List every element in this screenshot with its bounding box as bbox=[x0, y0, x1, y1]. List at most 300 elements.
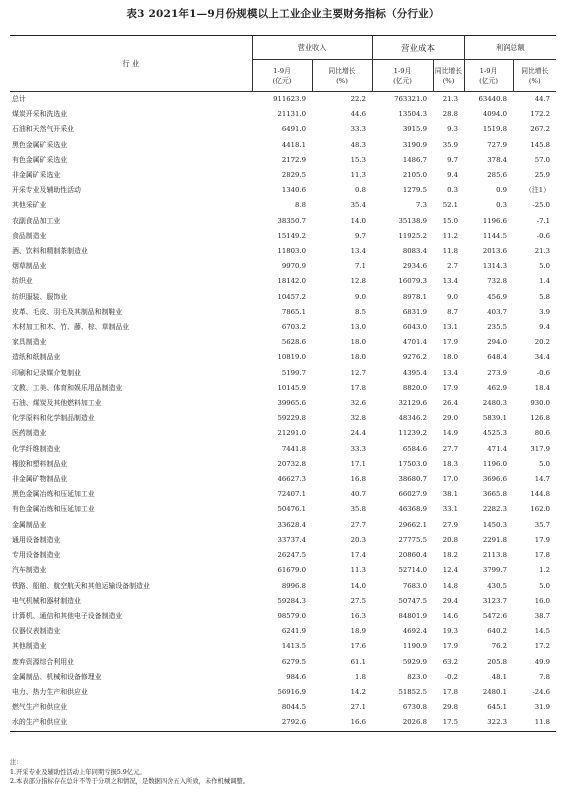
cost-value-cell: 35138.9 bbox=[398, 216, 428, 225]
profit-growth-cell: 3.9 bbox=[539, 307, 551, 316]
table-row bbox=[10, 472, 556, 487]
revenue-growth-cell: 27.1 bbox=[350, 703, 367, 712]
revenue-growth-cell: 33.3 bbox=[350, 125, 367, 134]
profit-growth-cell: 35.7 bbox=[534, 520, 551, 529]
profit-growth-cell: -25.0 bbox=[532, 201, 551, 210]
industry-name-cell: 纺织业 bbox=[12, 277, 33, 286]
industry-name-cell: 石油和天然气开采业 bbox=[12, 125, 75, 134]
industry-name-cell: 通用设备制造业 bbox=[12, 535, 61, 544]
revenue-growth-cell: 13.4 bbox=[350, 247, 367, 256]
table-row bbox=[10, 594, 556, 609]
industry-name-cell: 金属制品、机械和设备修理业 bbox=[12, 672, 102, 681]
revenue-value-cell: 46627.3 bbox=[277, 475, 306, 484]
revenue-value-cell: 984.6 bbox=[286, 672, 306, 681]
table-row bbox=[10, 183, 556, 198]
revenue-value-cell: 10145.9 bbox=[277, 383, 306, 392]
profit-growth-cell: 16.0 bbox=[534, 596, 551, 605]
revenue-growth-cell: 17.1 bbox=[350, 459, 367, 468]
industry-name-cell: 文教、工美、体育和娱乐用品制造业 bbox=[12, 383, 123, 392]
revenue-value-cell: 6703.2 bbox=[281, 323, 306, 332]
cost-value-cell: 4692.4 bbox=[402, 627, 428, 636]
profit-value-cell: 285.6 bbox=[487, 171, 508, 180]
profit-growth-cell: 1.2 bbox=[539, 566, 551, 575]
cost-value-cell: 5929.9 bbox=[402, 657, 428, 666]
cost-value-cell: 17503.0 bbox=[398, 459, 428, 468]
revenue-value-cell: 7441.8 bbox=[281, 444, 306, 453]
industry-name-cell: 石油、煤炭及其他燃料加工业 bbox=[12, 399, 102, 408]
profit-value-cell: 3799.7 bbox=[482, 566, 508, 575]
revenue-value-cell: 2792.6 bbox=[252, 715, 312, 731]
industry-name-cell: 开采专业及辅助性活动 bbox=[12, 186, 81, 195]
profit-value-cell: 1196.6 bbox=[482, 216, 508, 225]
cost-growth-cell: 38.1 bbox=[442, 490, 459, 499]
profit-header: 利润总额 bbox=[464, 36, 556, 60]
cost-growth-header: 同比增长 (%) bbox=[433, 60, 464, 92]
cost-growth-cell: 2.7 bbox=[447, 262, 459, 271]
profit-growth-cell: 80.6 bbox=[534, 429, 551, 438]
table-row bbox=[10, 259, 556, 274]
revenue-value-cell: 50476.1 bbox=[277, 505, 306, 514]
profit-value-cell: 2480.3 bbox=[482, 399, 508, 408]
revenue-value-cell: 6279.5 bbox=[281, 657, 306, 666]
cost-value-cell: 4395.4 bbox=[402, 368, 428, 377]
profit-growth-cell: 144.8 bbox=[530, 490, 551, 499]
profit-value-cell: 235.5 bbox=[487, 323, 508, 332]
cost-growth-cell: 18.0 bbox=[442, 353, 459, 362]
revenue-growth-cell: 11.3 bbox=[350, 566, 367, 575]
revenue-growth-cell: 18.9 bbox=[350, 627, 367, 636]
table-row bbox=[10, 198, 556, 213]
profit-growth-cell: -0.6 bbox=[536, 231, 551, 240]
table-row bbox=[10, 411, 556, 426]
industry-name-cell: 皮革、毛皮、羽毛及其制品和制鞋业 bbox=[12, 307, 123, 316]
revenue-value-cell: 38350.7 bbox=[277, 216, 306, 225]
table-row bbox=[10, 229, 556, 244]
revenue-growth-cell: 18.0 bbox=[350, 338, 367, 347]
industry-name-cell: 印刷和记录媒介复制业 bbox=[12, 368, 81, 377]
table-row bbox=[10, 305, 556, 320]
industry-name-cell: 食品制造业 bbox=[12, 231, 47, 240]
industry-name-cell: 计算机、通信和其他电子设备制造业 bbox=[12, 611, 123, 620]
profit-value-cell: 378.4 bbox=[487, 155, 508, 164]
profit-growth-cell: 34.4 bbox=[534, 353, 551, 362]
table-row bbox=[10, 700, 556, 715]
table-row bbox=[10, 107, 556, 122]
industry-name-cell: 汽车制造业 bbox=[12, 566, 47, 575]
cost-growth-cell: 13.1 bbox=[442, 323, 459, 332]
cost-value-cell: 823.0 bbox=[407, 672, 428, 681]
cost-growth-cell: 14.8 bbox=[442, 581, 459, 590]
industry-name-cell: 仪器仪表制造业 bbox=[12, 627, 61, 636]
cost-value-cell: 16079.3 bbox=[398, 277, 428, 286]
revenue-value-cell: 59229.8 bbox=[277, 414, 306, 423]
cost-growth-cell: 13.4 bbox=[442, 368, 459, 377]
revenue-growth-cell: 16.8 bbox=[350, 475, 367, 484]
profit-value-cell: 462.9 bbox=[487, 383, 508, 392]
industry-name-cell: 电气机械和器材制造业 bbox=[12, 596, 81, 605]
cost-value-cell: 48346.2 bbox=[398, 414, 428, 423]
cost-growth-cell: 13.4 bbox=[442, 277, 459, 286]
revenue-value-cell: 18142.0 bbox=[277, 277, 306, 286]
industry-name-cell: 电力、热力生产和供应业 bbox=[12, 687, 88, 696]
profit-growth-cell: 1.4 bbox=[539, 277, 551, 286]
revenue-value-cell: 20732.8 bbox=[277, 459, 306, 468]
profit-growth-cell: 317.9 bbox=[530, 444, 551, 453]
cost-value-cell: 1486.7 bbox=[402, 155, 428, 164]
table-row bbox=[10, 366, 556, 381]
cost-growth-cell: 21.3 bbox=[442, 95, 459, 103]
profit-growth-cell: （注1） bbox=[524, 186, 551, 195]
profit-value-cell: 4094.0 bbox=[482, 110, 508, 119]
cost-value-cell: 3190.9 bbox=[402, 140, 428, 149]
cost-value-cell: 50747.5 bbox=[398, 596, 428, 605]
table-row bbox=[10, 518, 556, 533]
cost-value-cell: 27775.5 bbox=[398, 535, 428, 544]
industry-name-cell: 其他采矿业 bbox=[12, 201, 47, 210]
revenue-growth-cell: 17.8 bbox=[350, 383, 367, 392]
cost-growth-cell: 17.9 bbox=[442, 338, 459, 347]
cost-value-cell: 29662.1 bbox=[398, 520, 428, 529]
profit-growth-cell: -0.6 bbox=[536, 368, 551, 377]
profit-growth-header: 同比增长 (%) bbox=[513, 60, 556, 92]
profit-value-cell: 471.4 bbox=[487, 444, 508, 453]
revenue-value-cell: 911623.9 bbox=[273, 95, 306, 103]
cost-growth-cell: 14.6 bbox=[442, 611, 459, 620]
cost-growth-cell: 52.1 bbox=[442, 201, 459, 210]
cost-value-cell: 4701.4 bbox=[402, 338, 428, 347]
industry-name-cell: 造纸和纸制品业 bbox=[12, 353, 61, 362]
industry-header: 行 业 bbox=[10, 36, 252, 92]
cost-growth-cell: 27.7 bbox=[442, 444, 459, 453]
profit-value-cell: 403.7 bbox=[487, 307, 508, 316]
profit-value-cell: 1144.5 bbox=[482, 231, 508, 240]
revenue-value-cell: 59284.3 bbox=[277, 596, 306, 605]
table-row bbox=[10, 153, 556, 168]
table-row bbox=[10, 639, 556, 654]
profit-value-cell: 3665.8 bbox=[482, 490, 508, 499]
cost-value-cell: 7683.0 bbox=[402, 581, 428, 590]
revenue-growth-cell: 35.4 bbox=[350, 201, 367, 210]
revenue-value-cell: 8.8 bbox=[295, 201, 306, 210]
revenue-value-cell: 11803.0 bbox=[277, 247, 306, 256]
revenue-value-cell: 10819.0 bbox=[277, 353, 306, 362]
profit-value-cell: 645.1 bbox=[487, 703, 508, 712]
industry-name-cell: 总计 bbox=[12, 95, 26, 103]
industry-name-cell: 木材加工和木、竹、藤、棕、草制品业 bbox=[12, 323, 130, 332]
table-row bbox=[10, 244, 556, 259]
cost-growth-cell: 8.7 bbox=[447, 307, 459, 316]
revenue-growth-cell: 16.3 bbox=[350, 611, 367, 620]
industry-name-cell: 非金属矿物制品业 bbox=[12, 475, 68, 484]
profit-growth-cell: 9.4 bbox=[539, 323, 551, 332]
industry-name-cell: 非金属矿采选业 bbox=[12, 171, 61, 180]
industry-name-cell: 橡胶和塑料制品业 bbox=[12, 459, 68, 468]
revenue-value-cell: 2172.9 bbox=[281, 155, 306, 164]
cost-growth-cell: 12.4 bbox=[442, 566, 459, 575]
profit-growth-cell: 14.7 bbox=[534, 475, 551, 484]
profit-value-cell: 0.3 bbox=[496, 201, 508, 210]
cost-value-header: 1-9月 (亿元) bbox=[372, 60, 433, 92]
cost-growth-cell: 29.0 bbox=[442, 414, 459, 423]
profit-value-cell: 2282.3 bbox=[482, 505, 508, 514]
cost-growth-cell: 63.2 bbox=[442, 657, 459, 666]
cost-value-cell: 46368.9 bbox=[398, 505, 428, 514]
industry-name-cell: 化学纤维制造业 bbox=[12, 444, 61, 453]
cost-growth-cell: 17.0 bbox=[442, 475, 459, 484]
cost-value-cell: 51852.5 bbox=[398, 687, 428, 696]
table-row bbox=[10, 487, 556, 502]
cost-value-cell: 6043.0 bbox=[402, 323, 428, 332]
cost-growth-cell: 29.8 bbox=[442, 703, 459, 712]
revenue-growth-cell: 15.3 bbox=[350, 155, 367, 164]
profit-growth-cell: 162.0 bbox=[530, 505, 551, 514]
profit-value-cell: 1519.8 bbox=[482, 125, 508, 134]
profit-value-cell: 648.4 bbox=[487, 353, 508, 362]
table-row bbox=[10, 168, 556, 183]
cost-growth-cell: 26.4 bbox=[442, 399, 459, 408]
revenue-value-header: 1-9月 (亿元) bbox=[252, 60, 312, 92]
profit-growth-cell: -7.1 bbox=[536, 216, 551, 225]
profit-growth-cell: 14.5 bbox=[534, 627, 551, 636]
profit-growth-cell: 11.8 bbox=[513, 715, 556, 731]
revenue-header: 营业收入 bbox=[252, 36, 372, 60]
revenue-value-cell: 56916.9 bbox=[277, 687, 306, 696]
profit-value-cell: 0.9 bbox=[496, 186, 508, 195]
revenue-growth-cell: 11.3 bbox=[350, 171, 367, 180]
footnote-label: 注： bbox=[10, 759, 23, 766]
cost-value-cell: 11925.2 bbox=[398, 231, 428, 240]
revenue-growth-cell: 0.8 bbox=[355, 186, 367, 195]
profit-value-cell: 727.9 bbox=[487, 140, 508, 149]
cost-value-cell: 38680.7 bbox=[398, 475, 428, 484]
cost-value-cell: 6584.6 bbox=[402, 444, 428, 453]
profit-value-cell: 3696.6 bbox=[482, 475, 508, 484]
profit-growth-cell: 126.8 bbox=[530, 414, 551, 423]
cost-growth-cell: 33.1 bbox=[442, 505, 459, 514]
revenue-growth-cell: 44.6 bbox=[350, 110, 367, 119]
cost-value-cell: 20860.4 bbox=[398, 551, 428, 560]
cost-growth-cell: 20.8 bbox=[442, 535, 459, 544]
cost-value-cell: 1190.9 bbox=[402, 642, 428, 651]
cost-growth-cell: 9.4 bbox=[447, 171, 459, 180]
table-row bbox=[10, 655, 556, 670]
revenue-value-cell: 4418.1 bbox=[281, 140, 306, 149]
footnotes bbox=[10, 758, 556, 787]
revenue-value-cell: 72407.1 bbox=[277, 490, 306, 499]
revenue-value-cell: 1413.5 bbox=[281, 642, 306, 651]
profit-value-cell: 273.9 bbox=[487, 368, 508, 377]
cost-growth-cell: 17.9 bbox=[442, 642, 459, 651]
revenue-growth-cell: 9.0 bbox=[355, 292, 367, 301]
profit-value-cell: 2480.1 bbox=[482, 687, 508, 696]
revenue-value-cell: 33628.4 bbox=[277, 520, 306, 529]
table-row bbox=[10, 533, 556, 548]
table-row bbox=[10, 214, 556, 229]
financial-indicators-table bbox=[10, 35, 556, 732]
profit-growth-cell: 267.2 bbox=[530, 125, 551, 134]
table-row bbox=[10, 502, 556, 517]
industry-name-cell: 烟草制品业 bbox=[12, 262, 47, 271]
cost-growth-cell: 9.7 bbox=[447, 155, 459, 164]
revenue-growth-cell: 61.1 bbox=[350, 657, 367, 666]
revenue-value-cell: 26247.5 bbox=[277, 551, 306, 560]
industry-name-cell: 金属制品业 bbox=[12, 520, 47, 529]
table-row bbox=[10, 563, 556, 578]
profit-growth-cell: 5.0 bbox=[539, 459, 551, 468]
profit-growth-cell: 18.4 bbox=[534, 383, 551, 392]
table-row bbox=[10, 320, 556, 335]
cost-value-cell: 8083.4 bbox=[402, 247, 428, 256]
revenue-value-cell: 98579.0 bbox=[277, 611, 306, 620]
footnote-1: 1.开采专业及辅助性活动上年同期亏损5.9亿元。 bbox=[10, 768, 146, 776]
cost-value-cell: 32129.6 bbox=[398, 399, 428, 408]
cost-growth-cell: 15.0 bbox=[442, 216, 459, 225]
cost-growth-cell: 28.8 bbox=[442, 110, 459, 119]
profit-value-cell: 2113.8 bbox=[482, 551, 508, 560]
table-row bbox=[10, 579, 556, 594]
cost-value-cell: 1279.5 bbox=[402, 186, 428, 195]
revenue-growth-cell: 24.4 bbox=[350, 429, 367, 438]
profit-growth-cell: 145.8 bbox=[530, 140, 551, 149]
table-row bbox=[10, 609, 556, 624]
revenue-growth-cell: 22.2 bbox=[350, 95, 367, 103]
page-title: 表3 2021年1—9月份规模以上工业企业主要财务指标（分行业） bbox=[126, 8, 440, 20]
profit-growth-cell: 5.0 bbox=[539, 581, 551, 590]
industry-name-cell: 其他制造业 bbox=[12, 642, 47, 651]
profit-growth-cell: 7.8 bbox=[539, 672, 551, 681]
cost-growth-cell: 27.9 bbox=[442, 520, 459, 529]
profit-growth-cell: 20.2 bbox=[534, 338, 551, 347]
cost-value-cell: 2934.6 bbox=[402, 262, 428, 271]
profit-value-cell: 5839.1 bbox=[482, 414, 508, 423]
cost-growth-cell: 17.9 bbox=[442, 383, 459, 392]
table-row bbox=[10, 335, 556, 350]
footnote-2: 2.本表部分指标存在总计不等于分项之和情况，是数据四舍五入所致，未作机械调整。 bbox=[10, 778, 249, 785]
profit-growth-cell: 38.7 bbox=[534, 611, 551, 620]
revenue-growth-cell: 7.1 bbox=[355, 262, 367, 271]
profit-value-cell: 205.8 bbox=[487, 657, 508, 666]
cost-value-cell: 6730.8 bbox=[402, 703, 428, 712]
cost-growth-cell: 17.5 bbox=[433, 715, 464, 731]
revenue-value-cell: 8044.5 bbox=[281, 703, 306, 712]
industry-name-cell: 煤炭开采和洗选业 bbox=[12, 110, 68, 119]
industry-name-cell: 黑色金属矿采选业 bbox=[12, 140, 68, 149]
profit-value-header: 1-9月 (亿元) bbox=[464, 60, 513, 92]
industry-name-cell: 铁路、船舶、航空航天和其他运输设备制造业 bbox=[12, 581, 150, 590]
profit-growth-cell: 57.0 bbox=[534, 155, 551, 164]
revenue-growth-cell: 14.0 bbox=[350, 216, 367, 225]
cost-growth-cell: 9.0 bbox=[447, 292, 459, 301]
revenue-value-cell: 6241.9 bbox=[281, 627, 306, 636]
cost-growth-cell: 17.8 bbox=[442, 687, 459, 696]
table-row bbox=[10, 670, 556, 685]
profit-value-cell: 3123.7 bbox=[482, 596, 508, 605]
revenue-growth-header: 同比增长 (%) bbox=[312, 60, 372, 92]
revenue-growth-cell: 9.7 bbox=[355, 231, 367, 240]
cost-growth-cell: 11.2 bbox=[442, 231, 459, 240]
profit-value-cell: 63440.8 bbox=[478, 95, 508, 103]
cost-growth-cell: 29.4 bbox=[442, 596, 459, 605]
revenue-growth-cell: 32.6 bbox=[350, 399, 367, 408]
table-row bbox=[10, 290, 556, 305]
profit-growth-cell: 17.9 bbox=[534, 535, 551, 544]
cost-header: 营业成本 bbox=[372, 36, 464, 60]
industry-name-cell: 农副食品加工业 bbox=[12, 216, 61, 225]
revenue-growth-cell: 14.2 bbox=[350, 687, 367, 696]
profit-value-cell: 1450.3 bbox=[482, 520, 508, 529]
cost-value-cell: 13504.3 bbox=[398, 110, 428, 119]
industry-name-cell: 有色金属矿采选业 bbox=[12, 155, 68, 164]
profit-growth-cell: 31.9 bbox=[534, 703, 551, 712]
revenue-value-cell: 21291.0 bbox=[277, 429, 306, 438]
profit-value-cell: 2013.6 bbox=[482, 247, 508, 256]
profit-value-cell: 732.8 bbox=[487, 277, 508, 286]
cost-value-cell: 11239.2 bbox=[398, 429, 428, 438]
cost-value-cell: 3915.9 bbox=[402, 125, 428, 134]
profit-growth-cell: 49.9 bbox=[534, 657, 551, 666]
cost-value-cell: 2105.0 bbox=[402, 171, 428, 180]
revenue-growth-cell: 1.8 bbox=[355, 672, 367, 681]
table-row bbox=[10, 381, 556, 396]
cost-growth-cell: 11.8 bbox=[442, 247, 459, 256]
profit-growth-cell: 172.2 bbox=[530, 110, 551, 119]
revenue-growth-cell: 18.0 bbox=[350, 353, 367, 362]
industry-name-cell: 化学原料和化学制品制造业 bbox=[12, 414, 95, 423]
table-row bbox=[10, 396, 556, 411]
industry-name-cell: 专用设备制造业 bbox=[12, 551, 61, 560]
table-row bbox=[10, 457, 556, 472]
cost-value-cell: 2026.8 bbox=[372, 715, 433, 731]
profit-value-cell: 294.0 bbox=[487, 338, 508, 347]
profit-value-cell: 48.1 bbox=[491, 672, 508, 681]
revenue-growth-cell: 48.3 bbox=[350, 140, 367, 149]
industry-name-cell: 有色金属冶炼和压延加工业 bbox=[12, 505, 95, 514]
cost-growth-cell: 35.9 bbox=[442, 140, 459, 149]
revenue-growth-cell: 33.3 bbox=[350, 444, 367, 453]
revenue-value-cell: 39965.6 bbox=[277, 399, 306, 408]
table-row bbox=[10, 548, 556, 563]
profit-growth-cell: 44.7 bbox=[534, 95, 551, 103]
cost-value-cell: 6831.9 bbox=[402, 307, 428, 316]
profit-value-cell: 640.2 bbox=[487, 627, 508, 636]
profit-growth-cell: 930.0 bbox=[530, 399, 551, 408]
industry-name-cell: 纺织服装、服饰业 bbox=[12, 292, 68, 301]
cost-growth-cell: 9.3 bbox=[447, 125, 459, 134]
profit-value-cell: 456.9 bbox=[487, 292, 508, 301]
revenue-value-cell: 6491.0 bbox=[281, 125, 306, 134]
cost-value-cell: 84801.9 bbox=[398, 611, 428, 620]
revenue-growth-cell: 27.5 bbox=[350, 596, 367, 605]
revenue-growth-cell: 13.0 bbox=[350, 323, 367, 332]
cost-growth-cell: 18.3 bbox=[442, 459, 459, 468]
cost-growth-cell: 19.3 bbox=[442, 627, 459, 636]
profit-growth-cell: 17.2 bbox=[534, 642, 551, 651]
revenue-value-cell: 7865.1 bbox=[281, 307, 306, 316]
profit-growth-cell: 21.3 bbox=[534, 247, 551, 256]
industry-name-cell: 燃气生产和供应业 bbox=[12, 703, 68, 712]
table-row bbox=[10, 685, 556, 700]
cost-value-cell: 52714.0 bbox=[398, 566, 428, 575]
revenue-value-cell: 15149.2 bbox=[277, 231, 306, 240]
revenue-value-cell: 9970.9 bbox=[281, 262, 306, 271]
revenue-value-cell: 10457.2 bbox=[277, 292, 306, 301]
cost-growth-cell: 14.9 bbox=[442, 429, 459, 438]
profit-value-cell: 4525.3 bbox=[482, 429, 508, 438]
table-row bbox=[10, 442, 556, 457]
profit-value-cell: 76.2 bbox=[491, 642, 508, 651]
cost-growth-cell: 18.2 bbox=[442, 551, 459, 560]
revenue-growth-cell: 12.7 bbox=[350, 368, 367, 377]
